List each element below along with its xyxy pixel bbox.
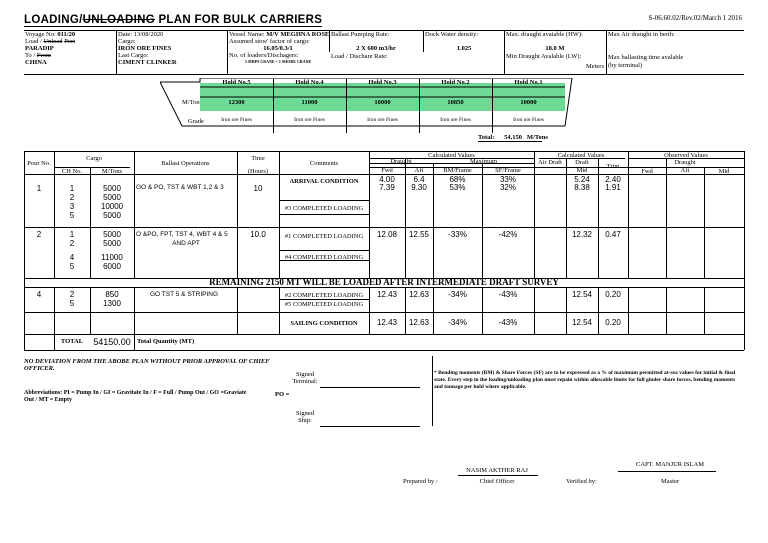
pour-1-tons-1: 5000 bbox=[103, 184, 121, 193]
col-draught: Draught bbox=[390, 158, 412, 165]
last-cargo-label: Last Cargo: bbox=[118, 52, 149, 59]
hold-3-tons: 10000 bbox=[374, 99, 391, 106]
pour-4-no: 4 bbox=[36, 290, 42, 299]
pour-2-no: 2 bbox=[36, 230, 42, 239]
pour-2-tons-2: 5000 bbox=[103, 239, 121, 248]
col-aft: Aft bbox=[414, 167, 424, 174]
pour-1-tons-2: 5000 bbox=[103, 193, 121, 202]
col-air-draft: Air Draft bbox=[537, 159, 562, 166]
hold-5-grade: Iron ore Fines bbox=[221, 117, 252, 123]
cargo-label: Cargo: bbox=[118, 38, 136, 45]
hold-5-tons: 12300 bbox=[228, 99, 245, 106]
hold-4-name: Hold No.4 bbox=[295, 79, 324, 86]
pour-4-tons-2: 1300 bbox=[103, 299, 121, 308]
col-time: Time bbox=[251, 155, 265, 162]
sailing-aft: 12.63 bbox=[408, 318, 430, 327]
pour-1-ch-3: 3 bbox=[69, 202, 75, 211]
pour-1-comment: #3 COMPLETED LOADING bbox=[284, 205, 364, 212]
pour-2-fwd: 12.08 bbox=[376, 230, 398, 239]
chief-officer-title: Chief Officer bbox=[479, 478, 515, 485]
to-port-label: To / From bbox=[25, 52, 51, 59]
arrival-aft: 6.4 bbox=[413, 175, 425, 184]
col-calc-values-2: Calculated Values bbox=[557, 152, 605, 159]
col-observed-values: Observed Values bbox=[664, 152, 708, 159]
master-title: Master bbox=[660, 478, 680, 485]
sailing-fwd: 12.43 bbox=[376, 318, 398, 327]
sailing-condition: SAILING CONDITION bbox=[290, 320, 358, 327]
hold-2-tons: 10850 bbox=[447, 99, 464, 106]
pour-2-ch-4: 5 bbox=[69, 262, 75, 271]
pour-1-ch-4: 5 bbox=[69, 211, 75, 220]
pour-4-bm: -34% bbox=[448, 290, 467, 299]
col-hours: (Hours) bbox=[247, 168, 269, 175]
load-port: PARADIP bbox=[25, 45, 54, 52]
pour-4-aft: 12.63 bbox=[408, 290, 430, 299]
document-reference: S-06.60.02/Rev.02/March 1 2016 bbox=[648, 14, 742, 22]
pour-2-tons-1: 5000 bbox=[103, 230, 121, 239]
pour-4-trim: 0.20 bbox=[605, 290, 621, 299]
ballast-rate: 2 X 600 m3/hr bbox=[356, 45, 396, 52]
voyage-no: Voyage No: 011/20 bbox=[25, 31, 76, 38]
dock-water-label: Dock Water density: bbox=[425, 31, 479, 38]
arrival-fwd: 4.00 bbox=[379, 175, 395, 184]
vessel-name: Vessel Name: M/V MEGHNA ROSE bbox=[229, 31, 330, 38]
arrival-condition: ARRIVAL CONDITION bbox=[289, 178, 359, 185]
hold-1-tons: 10000 bbox=[520, 99, 537, 106]
hold-total: Total: 54,150 M/Tons bbox=[478, 134, 548, 141]
pour-4-sf: -43% bbox=[498, 290, 518, 299]
pour-1-tons-3: 10000 bbox=[100, 202, 124, 211]
arrival2-aft: 9.30 bbox=[411, 183, 427, 192]
col-m-tons: M/Tons bbox=[101, 168, 123, 175]
date: Date: 13/08/2020 bbox=[118, 31, 164, 38]
signed-terminal-label: Signed Terminal: bbox=[292, 371, 318, 386]
pour-2-bm: -33% bbox=[448, 230, 467, 239]
ballasting-sub: (by terminal) bbox=[608, 62, 643, 69]
pour-2-ch-1: 1 bbox=[69, 230, 75, 239]
col-fwd-2: Fwd bbox=[641, 168, 653, 175]
pour-2-mid: 12.32 bbox=[571, 230, 593, 239]
hold-4-grade: Iron ore Fines bbox=[294, 117, 325, 123]
pour-2-ch-2: 2 bbox=[69, 239, 75, 248]
col-trim: Trim bbox=[606, 163, 620, 170]
pour-2-aft: 12.55 bbox=[408, 230, 430, 239]
pour-4-fwd: 12.43 bbox=[376, 290, 398, 299]
abbreviations: Abbreviations: PI = Pump In / GI = Gravitate In / F = Full / Pump Out / GO =Graviate Out / MT = Empty bbox=[24, 390, 247, 403]
pour-2-comment-2: #4 COMPLETED LOADING bbox=[284, 254, 364, 261]
col-comments: Comments bbox=[309, 160, 339, 167]
bm-sf-note: * Bending moments (BM) & Share Forces (SF) are to be expressed as a % of maximum permitted at-sea values for initial & final state. Every step in the loading/unloading plan must repain within allowable limits for full ginder share forces, bending moments and tonnage per hold where applicable. bbox=[434, 370, 736, 390]
hold-4-tons: 11000 bbox=[301, 99, 318, 106]
pour-4-comment-2: #5 COMPLETED LOADING bbox=[284, 301, 364, 308]
col-draft: Draft bbox=[575, 159, 589, 166]
pour-4-comment: #2 COMPLETED LOADING bbox=[284, 292, 364, 299]
col-fwd: Fwd bbox=[381, 167, 393, 174]
sailing-sf: -43% bbox=[498, 318, 518, 327]
col-sf-frame: SF/Frame bbox=[495, 167, 521, 174]
air-draught-label: Max Air draught in berth: bbox=[608, 31, 675, 38]
chief-officer-name: NASIM AKTHER RAJ bbox=[466, 467, 528, 474]
min-draught-unit: Meters bbox=[585, 63, 604, 70]
hold-2-name: Hold No.2 bbox=[441, 79, 470, 86]
min-draught-label: Min Draught Avalable (LW): bbox=[506, 53, 582, 60]
pour-2-time: 10.0 bbox=[250, 230, 266, 239]
load-rate-label: Load / Dischare Rate: bbox=[331, 53, 388, 60]
arrival2-mid: 8.38 bbox=[574, 183, 590, 192]
pour-1-ch-2: 2 bbox=[69, 193, 75, 202]
stow-factor-label: Assumed stow' factor of cargo: bbox=[229, 38, 310, 45]
po-label: PO = bbox=[275, 391, 290, 398]
total-quantity-label: Total Quantity (MT) bbox=[137, 338, 195, 345]
col-calc-values: Calculated Values bbox=[428, 152, 475, 159]
pour-4-ops: GO TST 5 & STRIPING bbox=[150, 291, 219, 298]
prepared-by-label: Prepared by : bbox=[403, 478, 438, 485]
pour-1-no: 1 bbox=[36, 184, 42, 193]
col-mid-2: Mid bbox=[718, 168, 730, 175]
col-mid: Mid bbox=[576, 167, 588, 174]
pour-2-ops-2: AND APT bbox=[172, 240, 200, 247]
hold-5-name: Hold No.5 bbox=[222, 79, 251, 86]
col-maximum: Maximum bbox=[469, 158, 498, 165]
arrival2-bm: 53% bbox=[449, 183, 466, 192]
hold-2-grade: Iron ore Fines bbox=[440, 117, 471, 123]
sailing-trim: 0.20 bbox=[605, 318, 621, 327]
arrival2-fwd: 7.39 bbox=[379, 183, 395, 192]
pour-2-ch-3: 4 bbox=[69, 253, 75, 262]
pour-4-tons-1: 850 bbox=[105, 290, 119, 299]
arrival-bm: 68% bbox=[449, 175, 466, 184]
page-title: LOADING/UNLOADING PLAN FOR BULK CARRIERS bbox=[24, 14, 323, 26]
col-aft-2: Aft bbox=[680, 167, 690, 174]
hold-3-name: Hold No.3 bbox=[368, 79, 397, 86]
arrival-sf: 33% bbox=[499, 175, 516, 184]
sailing-mid: 12.54 bbox=[571, 318, 593, 327]
master-name: CAPT. MANJUR ISLAM bbox=[636, 461, 704, 468]
col-cargo: Cargo bbox=[86, 155, 102, 162]
ballasting-label: Max ballasting time avalable bbox=[608, 54, 684, 61]
hold-3-grade: Iron ore Fines bbox=[367, 117, 398, 123]
last-cargo: CIMENT CLINKER bbox=[118, 59, 177, 66]
pour-2-comment: #1 COMPLETED LOADING bbox=[284, 233, 364, 240]
pour-2-tons-4: 6000 bbox=[103, 262, 121, 271]
hold-1-grade: Iron ore Fines bbox=[513, 117, 544, 123]
col-ballast-ops: Ballast Operations bbox=[161, 160, 210, 167]
dock-water: 1.025 bbox=[456, 45, 472, 52]
col-ch-no: CH No. bbox=[61, 168, 83, 175]
arrival-trim: 2.40 bbox=[605, 175, 621, 184]
verified-by-label: Verified by: bbox=[566, 478, 597, 485]
loaders-label: No. of loaders/Dischagers: bbox=[229, 52, 299, 59]
hold-1-name: Hold No.1 bbox=[514, 79, 543, 86]
arrival2-trim: 1.91 bbox=[605, 183, 621, 192]
col-bm-frame: BM/Frame bbox=[443, 167, 472, 174]
deviation-note: NO DEVIATION FROM THE ABOBE PLAN WITHOUT PRIOR APPROVAL OF CHIEF OFFICER. bbox=[24, 358, 270, 373]
max-draught: 18.0 M bbox=[545, 45, 565, 52]
col-pour-no: Pour No. bbox=[27, 160, 51, 167]
pour-2-trim: 0.47 bbox=[605, 230, 621, 239]
total-value: 54150.00 bbox=[93, 337, 131, 347]
pour-1-tons-4: 5000 bbox=[103, 211, 121, 220]
total-label: TOTAL bbox=[60, 338, 84, 345]
signed-ship-label: Signed Ship: bbox=[295, 410, 315, 425]
pour-1-ops: GO & PO, TST & WBT 1,2 & 3 bbox=[136, 184, 224, 191]
arrival2-sf: 32% bbox=[499, 183, 516, 192]
pour-1-ch-1: 1 bbox=[69, 184, 75, 193]
pour-4-ch-1: 2 bbox=[69, 290, 75, 299]
pour-1-time: 10 bbox=[253, 184, 263, 193]
pour-4-ch-2: 5 bbox=[69, 299, 75, 308]
pour-2-sf: -42% bbox=[498, 230, 518, 239]
sailing-bm: -34% bbox=[448, 318, 467, 327]
mton-label: M/Ton bbox=[182, 99, 200, 106]
max-draught-label: Max. draught avaiable (HW): bbox=[506, 31, 583, 38]
arrival-mid: 5.24 bbox=[574, 175, 590, 184]
cargo: IRON ORE FINES bbox=[118, 45, 172, 52]
grade-label: Grade bbox=[188, 118, 204, 125]
pour-2-ops: O &PO, FPT, TST 4, WBT 4 & 5 bbox=[136, 231, 228, 238]
ballast-rate-label: Ballast Pumping Rate: bbox=[331, 31, 390, 38]
remaining-note: REMAINING 2150 MT WILL BE LOADED AFTER INTERMEDIATE DRAFT SURVEY bbox=[209, 278, 559, 287]
pour-2-tons-3: 11000 bbox=[101, 253, 123, 262]
col-draught-2: Draught bbox=[674, 159, 696, 166]
stow-factor: 16.05/0.3/1 bbox=[263, 45, 293, 52]
loaders: 3 SHIPS CRANE + 1 SHORE CRANE bbox=[244, 60, 312, 64]
pour-4-mid: 12.54 bbox=[571, 290, 593, 299]
load-port-label: Load / Unload Port bbox=[25, 38, 76, 45]
to-port: CHINA bbox=[25, 59, 47, 66]
